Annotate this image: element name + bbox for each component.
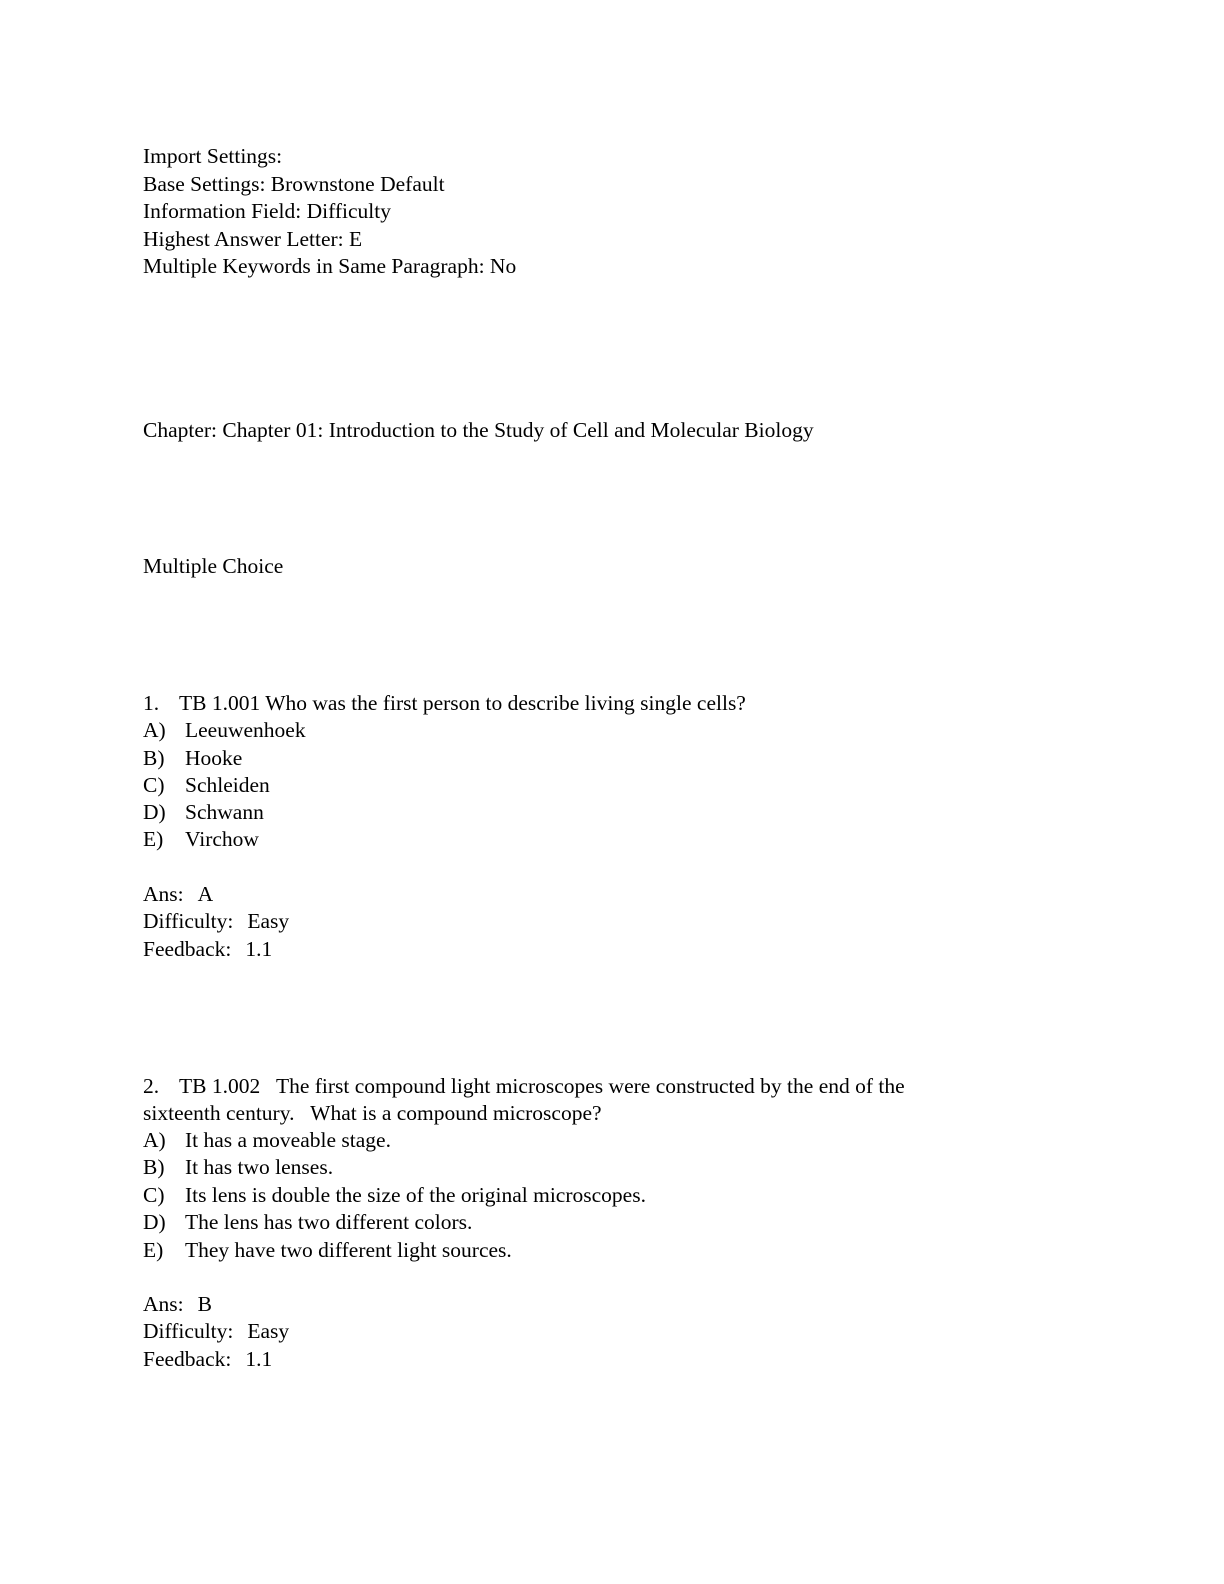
highest-answer-letter-line: Highest Answer Letter: E <box>143 227 363 251</box>
question-1-difficulty <box>143 908 289 935</box>
import-settings-heading: Import Settings: <box>143 144 283 168</box>
option-letter: D) <box>143 1210 166 1234</box>
option-letter: E) <box>143 1238 164 1262</box>
option-letter: A) <box>143 718 166 742</box>
question-text: TB 1.001 Who was the first person to describe living single cells? <box>179 691 746 715</box>
answer-value: A <box>197 882 214 906</box>
option-text: Its lens is double the size of the original microscopes. <box>185 1183 646 1207</box>
question-2-option-d <box>143 1209 472 1236</box>
option-text: Leeuwenhoek <box>185 718 306 742</box>
feedback-label: Feedback: <box>143 937 232 961</box>
answer-label: Ans: <box>143 882 184 906</box>
question-2-option-a <box>143 1127 391 1154</box>
feedback-value: 1.1 <box>245 1347 273 1371</box>
question-1-option-c <box>143 772 270 799</box>
option-text: Schwann <box>185 800 264 824</box>
base-settings-line: Base Settings: Brownstone Default <box>143 172 445 196</box>
option-letter: D) <box>143 800 166 824</box>
option-letter: B) <box>143 1155 165 1179</box>
option-text: Schleiden <box>185 773 270 797</box>
difficulty-label: Difficulty: <box>143 909 234 933</box>
multiple-keywords-line: Multiple Keywords in Same Paragraph: No <box>143 254 517 278</box>
question-1-answer <box>143 881 213 908</box>
question-2-stem-continued: sixteenth century. What is a compound microscope? <box>143 1101 602 1125</box>
question-2-option-b <box>143 1154 333 1181</box>
information-field-line: Information Field: Difficulty <box>143 199 392 223</box>
question-2-feedback <box>143 1346 272 1373</box>
option-letter: C) <box>143 773 165 797</box>
question-2-difficulty <box>143 1318 289 1345</box>
difficulty-label: Difficulty: <box>143 1319 234 1343</box>
question-1-feedback <box>143 936 272 963</box>
option-text: It has a moveable stage. <box>185 1128 391 1152</box>
question-2-answer <box>143 1291 212 1318</box>
question-2-option-e <box>143 1237 512 1264</box>
question-number: 2. <box>143 1074 160 1098</box>
feedback-label: Feedback: <box>143 1347 232 1371</box>
chapter-title: Chapter: Chapter 01: Introduction to the Study of Cell and Molecular Biology <box>143 418 814 442</box>
question-1-option-d <box>143 799 264 826</box>
feedback-value: 1.1 <box>245 937 273 961</box>
difficulty-value: Easy <box>247 1319 290 1343</box>
question-1-option-a <box>143 717 306 744</box>
question-1-option-e <box>143 826 259 853</box>
question-1-option-b <box>143 745 242 772</box>
question-1-stem <box>143 690 746 717</box>
option-text: Hooke <box>185 746 243 770</box>
option-letter: B) <box>143 746 165 770</box>
option-letter: C) <box>143 1183 165 1207</box>
option-text: They have two different light sources. <box>185 1238 512 1262</box>
question-text: TB 1.002 The first compound light microscopes were constructed by the end of the <box>179 1074 905 1098</box>
section-title: Multiple Choice <box>143 554 284 578</box>
answer-label: Ans: <box>143 1292 184 1316</box>
option-letter: E) <box>143 827 164 851</box>
difficulty-value: Easy <box>247 909 290 933</box>
option-text: Virchow <box>185 827 259 851</box>
option-text: The lens has two different colors. <box>185 1210 473 1234</box>
question-2-stem <box>143 1073 905 1100</box>
question-number: 1. <box>143 691 160 715</box>
answer-value: B <box>197 1292 212 1316</box>
option-text: It has two lenses. <box>185 1155 334 1179</box>
question-2-option-c <box>143 1182 646 1209</box>
option-letter: A) <box>143 1128 166 1152</box>
